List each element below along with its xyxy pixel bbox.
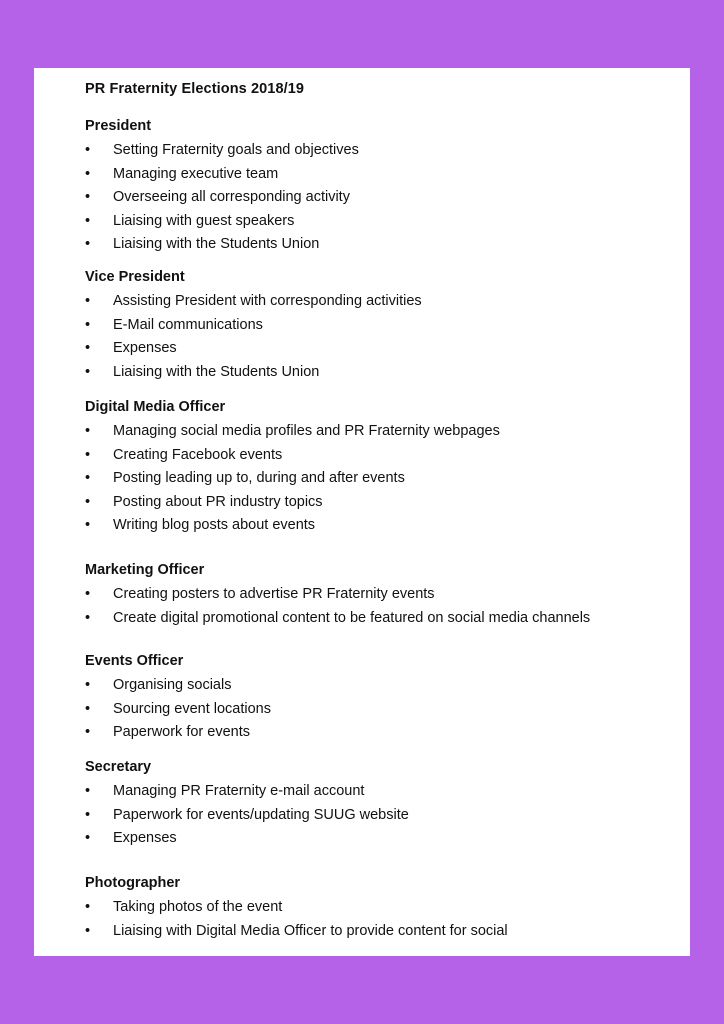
bullet-icon: • [85, 423, 91, 439]
bullet-icon: • [85, 340, 91, 357]
list-item: • Assisting President with corresponding activities [85, 293, 422, 309]
bullet-icon: • [85, 783, 91, 799]
bullet-icon: • [85, 724, 91, 741]
list-item: • Liaising with the Students Union [85, 236, 320, 253]
bullet-icon: • [85, 293, 91, 309]
bullet-icon: • [85, 470, 91, 487]
section-events-officer [85, 652, 685, 747]
document-title: PR Fraternity Elections 2018/19 [85, 81, 305, 97]
list-item: • Create digital promotional content to be featured on social media channels [85, 609, 591, 626]
section-heading: Photographer [85, 875, 181, 891]
section-heading: Events Officer [85, 653, 184, 669]
list-item: • Creating posters to advertise PR Fraternity events [85, 586, 435, 602]
list-item: • Liaising with the Students Union [85, 363, 320, 380]
list-item: • Expenses [85, 830, 177, 847]
list-item: • Overseeing all corresponding activity [85, 189, 350, 206]
bullet-icon: • [85, 236, 91, 253]
bullet-icon: • [85, 806, 91, 823]
bullet-icon: • [85, 899, 91, 915]
bullet-list [85, 422, 685, 540]
bullet-icon: • [85, 363, 91, 380]
bullet-list [85, 898, 685, 945]
list-item: • E-Mail communications [85, 316, 263, 333]
bullet-icon: • [85, 922, 91, 939]
bullet-icon: • [85, 142, 91, 158]
bullet-icon: • [85, 609, 91, 626]
bullet-icon: • [85, 212, 91, 229]
bullet-icon: • [85, 517, 91, 534]
list-item: • Sourcing event locations [85, 700, 271, 717]
list-item: • Taking photos of the event [85, 899, 283, 915]
list-item: • Managing PR Fraternity e-mail account [85, 783, 365, 799]
bullet-icon: • [85, 586, 91, 602]
bullet-list [85, 676, 685, 747]
list-item: • Managing social media profiles and PR Fraternity webpages [85, 423, 500, 439]
section-heading: President [85, 118, 152, 134]
list-item: • Posting leading up to, during and after events [85, 470, 405, 487]
section-heading: Vice President [85, 269, 185, 285]
list-item: • Writing blog posts about events [85, 517, 316, 534]
section-photographer [85, 874, 685, 945]
bullet-list [85, 585, 685, 632]
bullet-icon: • [85, 165, 91, 182]
section-heading: Secretary [85, 759, 152, 775]
bullet-list [85, 782, 685, 853]
list-item: • Creating Facebook events [85, 446, 283, 463]
bullet-icon: • [85, 830, 91, 847]
list-item: • Liaising with Digital Media Officer to provide content for social [85, 922, 508, 939]
list-item: • Managing executive team [85, 165, 279, 182]
list-item: • Setting Fraternity goals and objectives [85, 142, 359, 158]
bullet-icon: • [85, 677, 91, 693]
section-heading: Digital Media Officer [85, 399, 226, 415]
section-president [85, 117, 685, 259]
bullet-icon: • [85, 189, 91, 206]
bullet-list [85, 292, 685, 386]
section-vice-president [85, 268, 685, 386]
bullet-icon: • [85, 493, 91, 510]
document-page [34, 68, 690, 956]
bullet-icon: • [85, 316, 91, 333]
list-item: • Posting about PR industry topics [85, 493, 323, 510]
bullet-icon: • [85, 700, 91, 717]
section-digital-media-officer [85, 398, 685, 540]
list-item: • Organising socials [85, 677, 232, 693]
list-item: • Expenses [85, 340, 177, 357]
list-item: • Paperwork for events [85, 724, 251, 741]
list-item: • Paperwork for events/updating SUUG website [85, 806, 409, 823]
section-marketing-officer [85, 561, 685, 632]
list-item: • Liaising with guest speakers [85, 212, 295, 229]
section-secretary [85, 758, 685, 853]
section-heading: Marketing Officer [85, 562, 205, 578]
bullet-list [85, 141, 685, 259]
bullet-icon: • [85, 446, 91, 463]
